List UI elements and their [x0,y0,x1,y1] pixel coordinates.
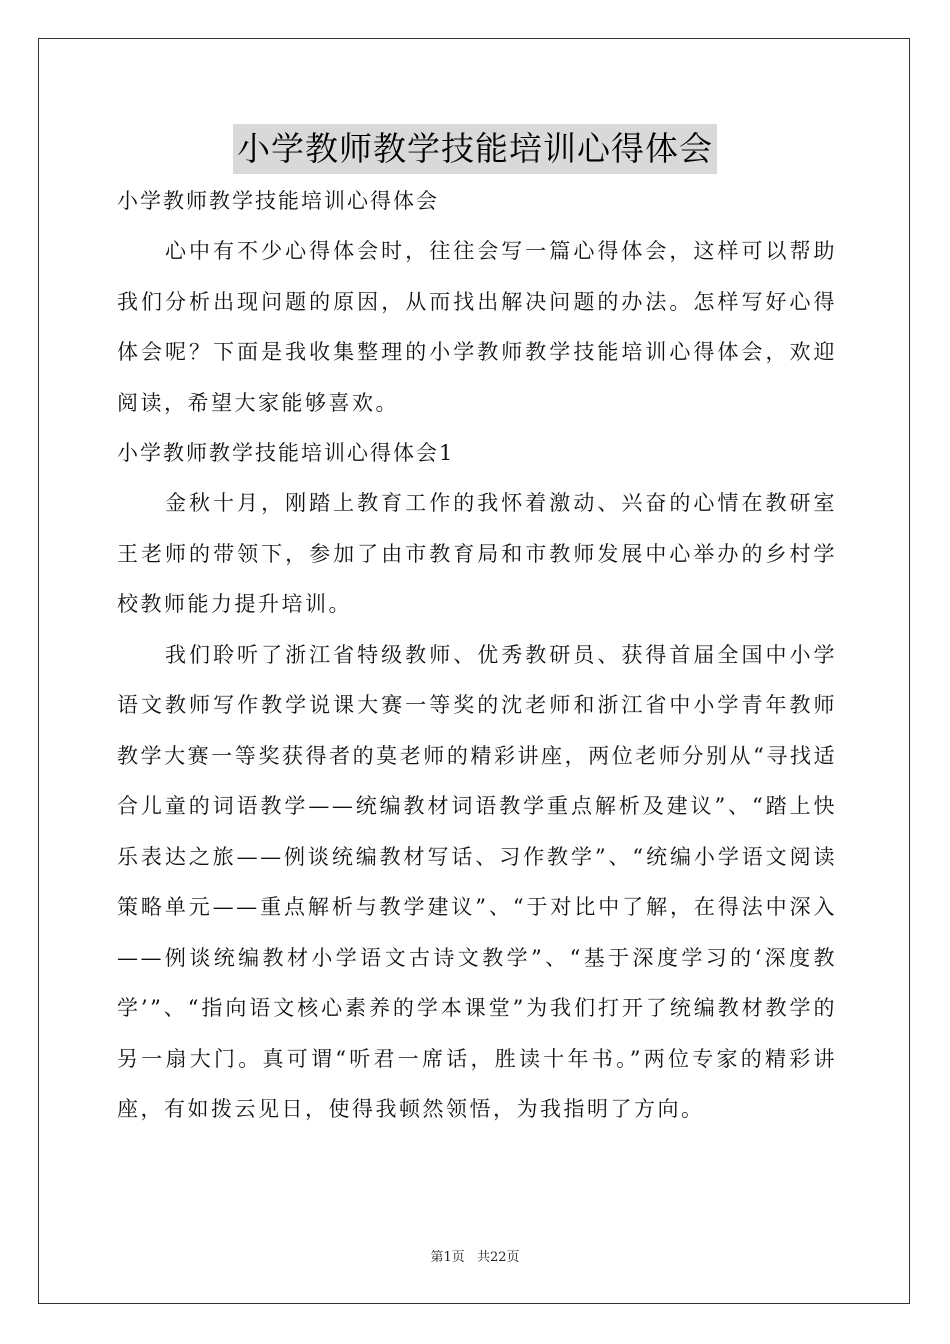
body-paragraph: 金秋十月，刚踏上教育工作的我怀着激动、兴奋的心情在教研室王老师的带领下，参加了由市教育局和市教师发展中心举办的乡村学校教师能力提升培训。 [117,491,837,616]
page-number: 第1页 [430,1250,465,1265]
total-pages: 共22页 [476,1250,520,1265]
intro-paragraph: 心中有不少心得体会时，往往会写一篇心得体会，这样可以帮助我们分析出现问题的原因，从而找出解决问题的办法。怎样写好心得体会呢？下面是我收集整理的小学教师教学技能培训心得体会，欢迎阅读，希望大家能够喜欢。 [117,239,837,415]
document-body [117,176,837,1135]
title-container [0,124,950,174]
document-title: 小学教师教学技能培训心得体会 [233,124,717,174]
section-heading: 小学教师教学技能培训心得体会1 [117,441,455,465]
document-subtitle: 小学教师教学技能培训心得体会 [117,189,439,213]
page-footer [0,1246,950,1265]
body-paragraph: 我们聆听了浙江省特级教师、优秀教研员、获得首届全国中小学语文教师写作教学说课大赛一等奖的沈老师和浙江省中小学青年教师教学大赛一等奖获得者的莫老师的精彩讲座，两位老师分别从“寻找适合儿童的词语教学——统编教材词语教学重点解析及建议”、“踏上快乐表达之旅——例谈统编教材写话、习作教学”、“统编小学语文阅读策略单元——重点解析与教学建议”、“于对比中了解，在得法中深入——例谈统编教材小学语文古诗文教学”、“基于深度学习的‘深度教学’”、“指向语文核心素养的学本课堂”为我们打开了统编教材教学的另一扇大门。真可谓“听君一席话，胜读十年书。”两位专家的精彩讲座，有如拨云见日，使得我顿然领悟，为我指明了方向。 [117,642,837,1121]
